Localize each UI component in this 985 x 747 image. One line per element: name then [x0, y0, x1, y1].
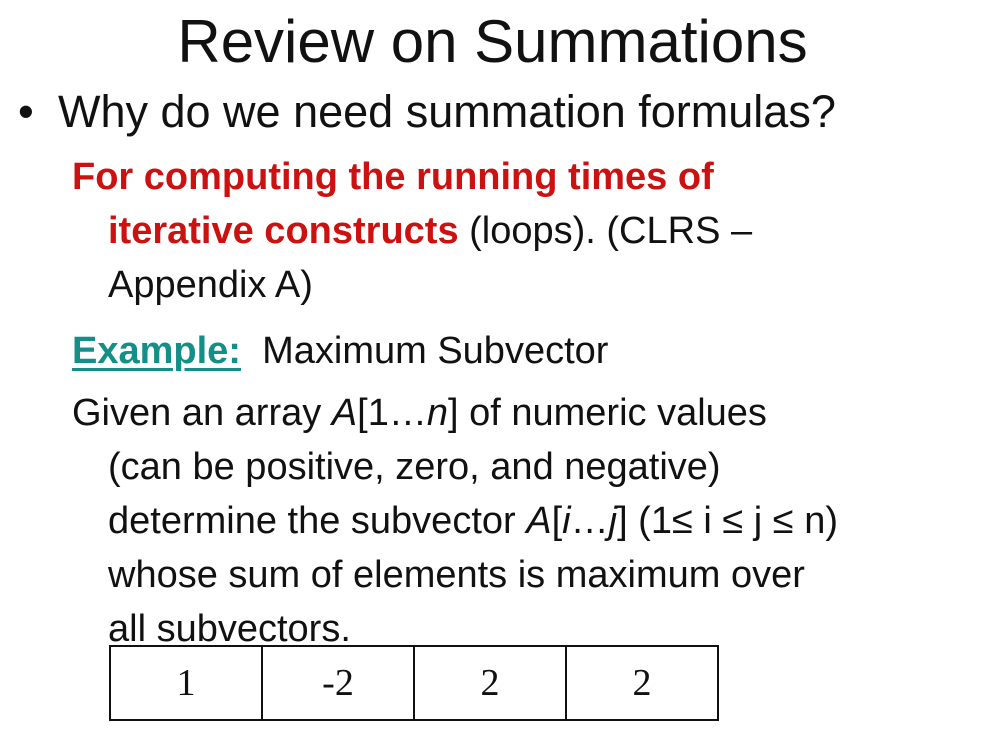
answer-bold-1: For computing the running times of — [72, 156, 714, 198]
desc-l3-bracket: [ — [551, 500, 563, 542]
array-cell: -2 — [262, 646, 414, 720]
example-title: Maximum Subvector — [262, 330, 609, 372]
array-cell: 2 — [566, 646, 718, 720]
bullet-icon: • — [18, 86, 34, 137]
desc-l1-A: A — [331, 392, 358, 434]
desc-l3-i: i — [562, 500, 571, 542]
answer-line-2 — [72, 204, 972, 258]
desc-line-5: all subvectors. — [108, 608, 351, 650]
desc-l3-pre: determine the subvector — [108, 500, 527, 542]
desc-l3-dots: … — [570, 500, 609, 542]
desc-l1-mid: [1… — [357, 392, 427, 434]
desc-l1-n: n — [426, 392, 448, 434]
desc-l1-post: ] of numeric values — [448, 392, 767, 434]
example-array-table — [109, 645, 719, 721]
answer-line-1 — [72, 150, 972, 204]
desc-l3-post: ] (1≤ i ≤ j ≤ n) — [617, 500, 838, 542]
array-cell: 2 — [414, 646, 566, 720]
example-heading — [72, 324, 972, 378]
bullet-question — [18, 82, 836, 142]
desc-line-1 — [72, 386, 972, 440]
slide-title: Review on Summations — [177, 8, 808, 75]
desc-line-2: (can be positive, zero, and negative) — [108, 446, 721, 488]
description-block — [72, 386, 972, 656]
desc-line-3 — [72, 494, 972, 548]
bullet-text: Why do we need summation formulas? — [58, 86, 836, 137]
array-row — [110, 646, 718, 720]
answer-line-3: Appendix A) — [108, 264, 313, 306]
answer-block — [72, 150, 972, 312]
desc-l1-pre: Given an array — [72, 392, 332, 434]
example-spacer — [241, 330, 262, 372]
desc-l3-A: A — [526, 500, 552, 542]
array-cell: 1 — [110, 646, 262, 720]
example-line — [72, 324, 972, 378]
desc-l3-j: j — [608, 500, 618, 542]
answer-rest-2: (loops). (CLRS – — [458, 210, 753, 252]
answer-bold-2: iterative constructs — [108, 210, 459, 252]
example-label: Example: — [72, 330, 241, 372]
desc-line-4: whose sum of elements is maximum over — [108, 554, 805, 596]
